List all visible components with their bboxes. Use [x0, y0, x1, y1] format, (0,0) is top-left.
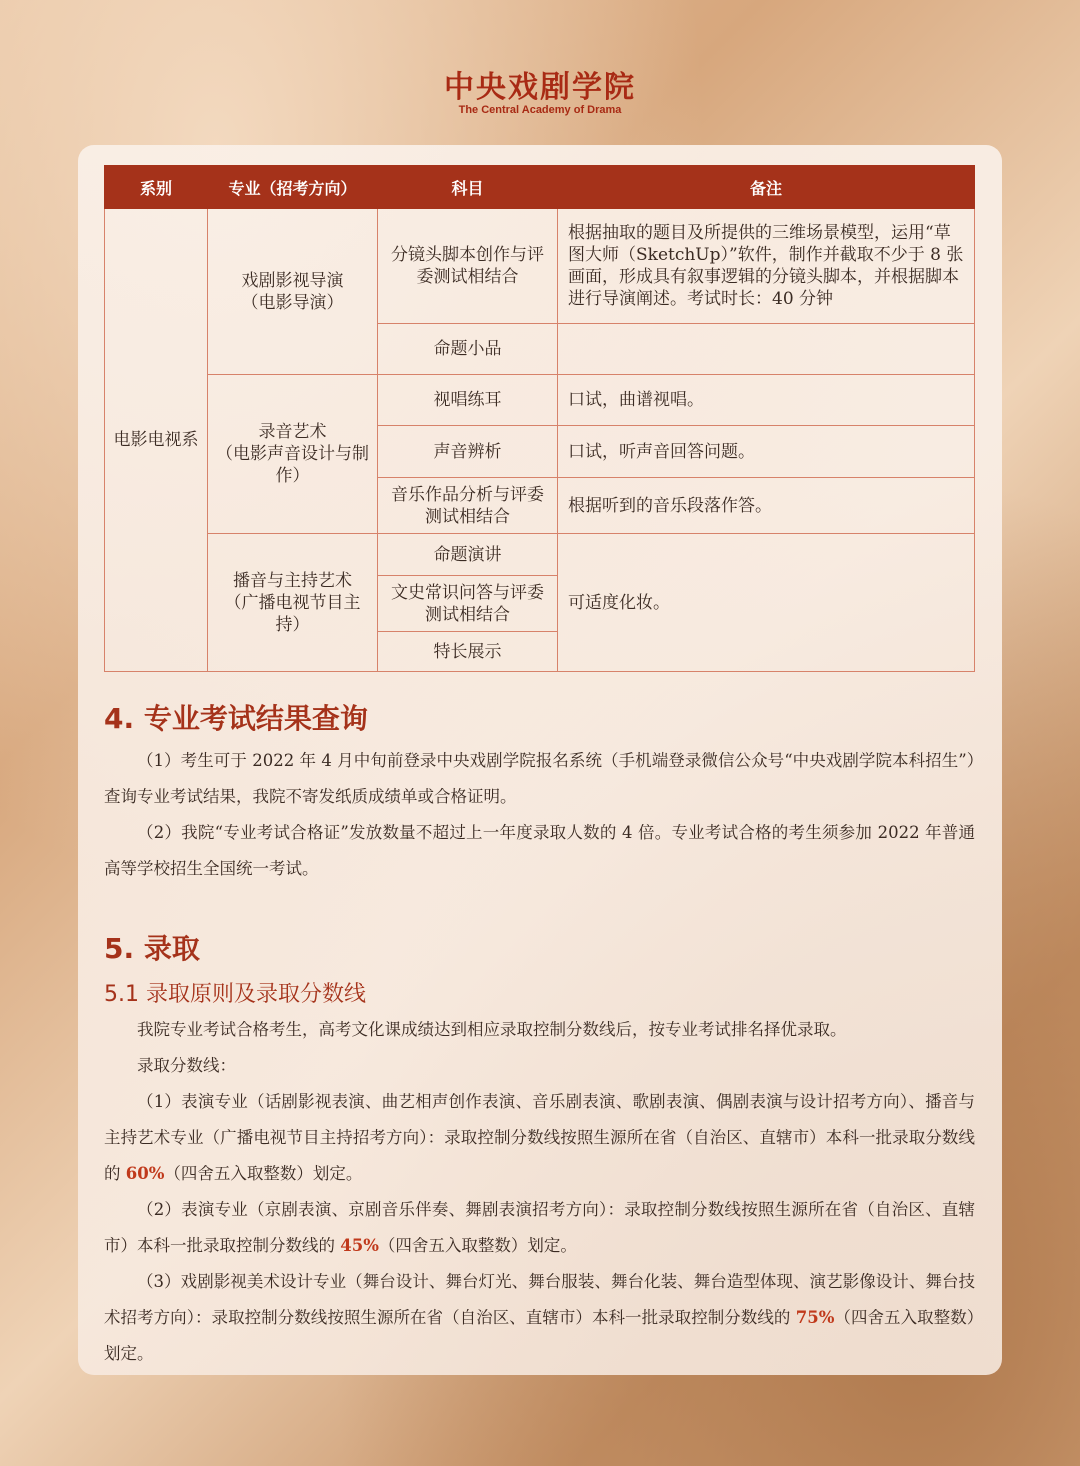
content-card — [78, 145, 1002, 1375]
note-cell — [558, 324, 975, 375]
logo-chinese: 中央戏剧学院 — [444, 70, 636, 105]
text: （3）戏剧影视美术设计专业（舞台设计、舞台灯光、舞台服装、舞台化装、舞台造型体现、演艺影像设计、舞台技术招考方向）：录取控制分数线按照生源所在省（自治区、直辖市）本科一批录取控制分数线的 — [104, 1272, 975, 1327]
subject-cell: 命题演讲 — [378, 534, 558, 576]
text: （四舍五入取整数）划定。 — [378, 1236, 577, 1255]
subject-cell: 声音辨析 — [378, 426, 558, 478]
paragraph — [104, 1264, 975, 1372]
note-cell: 口试，听声音回答问题。 — [558, 426, 975, 478]
percent-highlight: 75% — [795, 1308, 835, 1327]
section-4-title: 4. 专业考试结果查询 — [104, 702, 368, 735]
header-subject: 科目 — [378, 166, 558, 209]
subject-cell: 命题小品 — [378, 324, 558, 375]
section-4-body — [104, 743, 975, 887]
table-row — [105, 209, 975, 324]
paragraph: （2）我院“专业考试合格证”发放数量不超过上一年度录取人数的 4 倍。专业考试合格的考生须参加 2022 年普通高等学校招生全国统一考试。 — [104, 823, 975, 878]
paragraph: （1）考生可于 2022 年 4 月中旬前登录中央戏剧学院报名系统（手机端登录微信公众号“中央戏剧学院本科招生”）查询专业考试结果，我院不寄发纸质成绩单或合格证明。 — [104, 751, 975, 806]
header-note: 备注 — [558, 166, 975, 209]
text: （四舍五入取整数）划定。 — [164, 1164, 363, 1183]
logo-english: The Central Academy of Drama — [458, 104, 622, 116]
subject-cell: 分镜头脚本创作与评委测试相结合 — [378, 209, 558, 324]
paragraph — [104, 1084, 975, 1192]
section-5-title: 5. 录取 — [104, 932, 200, 965]
paragraph: 我院专业考试合格考生，高考文化课成绩达到相应录取控制分数线后，按专业考试排名择优录取。 — [137, 1020, 847, 1039]
subject-cell: 音乐作品分析与评委测试相结合 — [378, 478, 558, 534]
department-cell: 电影电视系 — [105, 209, 208, 672]
table-header — [105, 166, 975, 209]
section-5-body — [104, 1012, 975, 1372]
header-major: 专业（招考方向） — [208, 166, 378, 209]
percent-highlight: 45% — [340, 1236, 379, 1255]
paragraph: 录取分数线： — [137, 1056, 236, 1075]
percent-highlight: 60% — [125, 1164, 165, 1183]
note-cell: 根据抽取的题目及所提供的三维场景模型，运用“草图大师（SketchUp）”软件，制作并截取不少于 8 张画面，形成具有叙事逻辑的分镜头脚本，并根据脚本进行导演阐述。考试时长：40 分钟 — [558, 209, 975, 324]
text: （四舍五入取整数）划定。 — [104, 1308, 976, 1363]
major-cell: 戏剧影视导演 （电影导演） — [208, 209, 378, 375]
subject-cell: 特长展示 — [378, 632, 558, 672]
table-row — [105, 375, 975, 426]
major-cell: 播音与主持艺术 （广播电视节目主持） — [208, 534, 378, 672]
paragraph — [104, 1192, 975, 1264]
academy-logo — [0, 62, 1080, 116]
header-department: 系别 — [105, 166, 208, 209]
text: （1）表演专业（话剧影视表演、曲艺相声创作表演、音乐剧表演、歌剧表演、偶剧表演与设计招考方向）、播音与主持艺术专业（广播电视节目主持招考方向）：录取控制分数线按照生源所在省（自治区、直辖市）本科一批录取分数线的 — [104, 1092, 975, 1183]
exam-table — [104, 165, 975, 672]
major-cell: 录音艺术 （电影声音设计与制作） — [208, 375, 378, 534]
note-cell: 根据听到的音乐段落作答。 — [558, 478, 975, 534]
subject-cell: 视唱练耳 — [378, 375, 558, 426]
note-cell: 口试，曲谱视唱。 — [558, 375, 975, 426]
text: （2）表演专业（京剧表演、京剧音乐伴奏、舞剧表演招考方向）：录取控制分数线按照生源所在省（自治区、直辖市）本科一批录取控制分数线的 — [104, 1200, 975, 1255]
table-row — [105, 534, 975, 576]
subject-cell: 文史常识问答与评委测试相结合 — [378, 576, 558, 632]
section-5-1-title: 5.1 录取原则及录取分数线 — [104, 982, 366, 1007]
note-cell: 可适度化妆。 — [558, 534, 975, 672]
